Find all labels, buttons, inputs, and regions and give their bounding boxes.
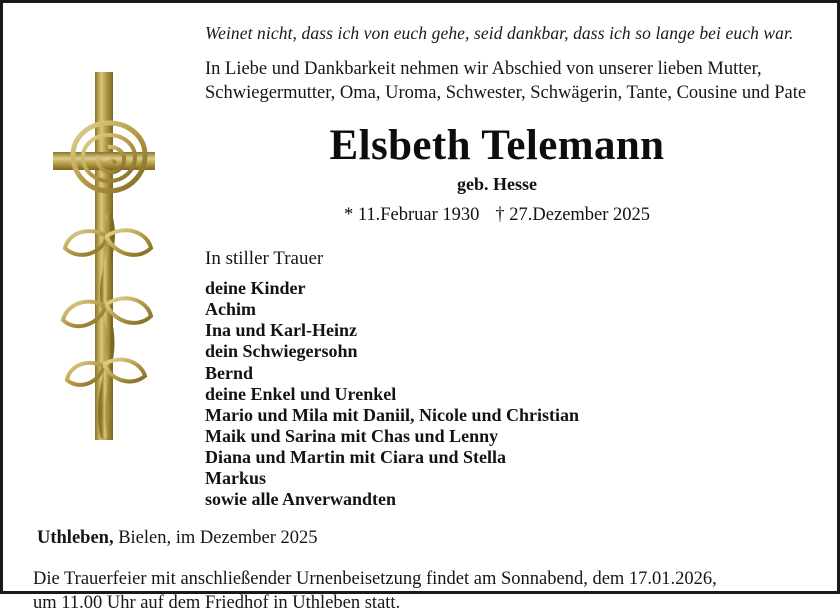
list-item: deine Kinder bbox=[205, 278, 306, 299]
maiden-name: geb. Hesse bbox=[457, 174, 537, 195]
card-body bbox=[29, 58, 811, 510]
deceased-name: Elsbeth Telemann bbox=[329, 122, 665, 170]
list-item: Bernd bbox=[205, 362, 254, 383]
ornament-column bbox=[29, 58, 205, 458]
place-secondary: Bielen, im Dezember 2025 bbox=[118, 527, 318, 548]
list-item: sowie alle Anverwandten bbox=[205, 488, 396, 509]
life-dates bbox=[205, 205, 811, 226]
list-item: Achim bbox=[205, 299, 256, 320]
place-primary: Uthleben, bbox=[37, 527, 114, 548]
funeral-details bbox=[33, 567, 811, 615]
birth-date: * 11.Februar 1930 bbox=[343, 205, 480, 226]
death-date: † 27.Dezember 2025 bbox=[495, 205, 651, 226]
list-item: deine Enkel und Urenkel bbox=[205, 383, 397, 404]
list-item: Maik und Sarina mit Chas und Lenny bbox=[205, 425, 499, 446]
list-item: Mario und Mila mit Daniil, Nicole und Christian bbox=[205, 404, 580, 425]
place-and-date bbox=[37, 528, 811, 549]
list-item: Ina und Karl-Heinz bbox=[205, 320, 358, 341]
mourning-title: In stiller Trauer bbox=[205, 248, 324, 270]
funeral-line-2: um 11.00 Uhr auf dem Friedhof in Uthleben statt. bbox=[33, 592, 401, 613]
cross-with-rose-icon bbox=[47, 66, 187, 451]
mourners-list bbox=[205, 278, 811, 510]
text-column bbox=[205, 58, 811, 510]
intro-text: In Liebe und Dankbarkeit nehmen wir Abschied von unserer lieben Mutter, Schwiegermutter, Oma, Uroma, Schwester, Schwägerin, Tante, Cousine und Pate bbox=[205, 59, 807, 103]
funeral-line-1: Die Trauerfeier mit anschließender Urnenbeisetzung findet am Sonnabend, dem 17.01.2026, bbox=[33, 568, 717, 589]
list-item: Diana und Martin mit Ciara und Stella bbox=[205, 446, 507, 467]
list-item: Markus bbox=[205, 467, 267, 488]
quote-text: Weinet nicht, dass ich von euch gehe, seid dankbar, dass ich so lange bei euch war. bbox=[205, 23, 794, 43]
list-item: dein Schwiegersohn bbox=[205, 341, 358, 362]
